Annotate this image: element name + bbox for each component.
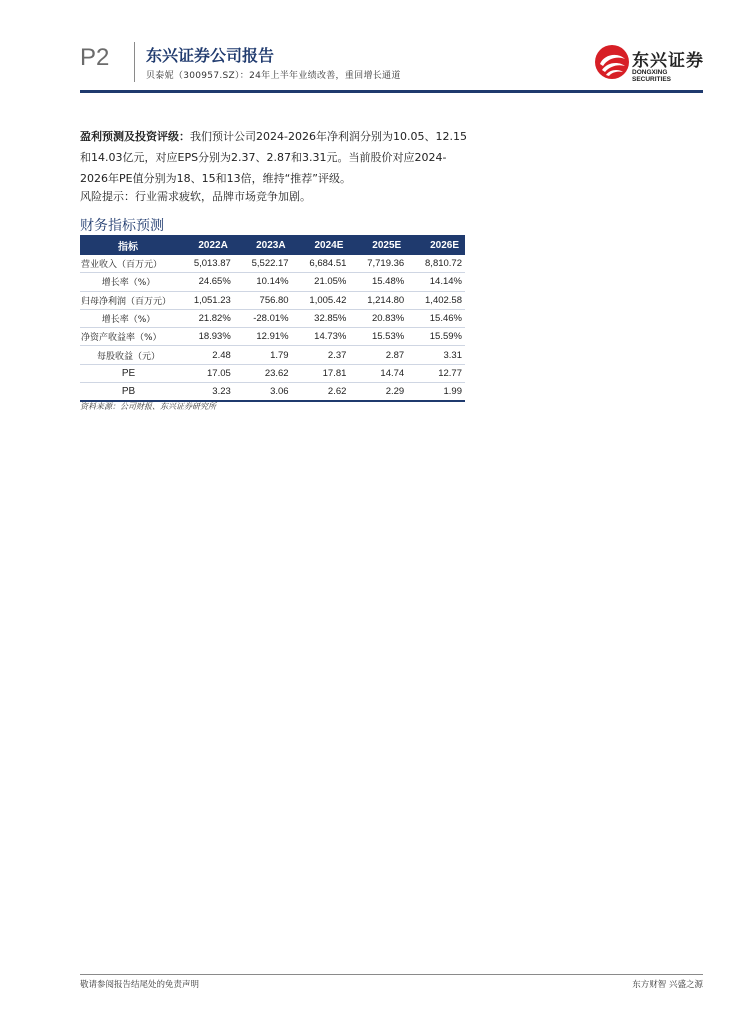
table-cell: 756.80 (234, 291, 292, 309)
table-cell: 5,013.87 (176, 255, 234, 273)
table-cell: 32.85% (292, 309, 350, 327)
table-cell: 21.82% (176, 309, 234, 327)
table-cell: 8,810.72 (407, 255, 465, 273)
table-row (80, 328, 465, 346)
table-cell: 21.05% (292, 273, 350, 291)
table-cell: 3.31 (407, 346, 465, 364)
table-cell: 17.05 (176, 364, 234, 382)
table-row (80, 255, 465, 273)
rating-text: 我们预计公司2024-2026年净利润分别为10.05、12.15和14.03亿元，对应EPS分别为2.37、2.87和3.31元。当前股价对应2024-2026年PE值分别为18、15和13倍，维持“推荐”评级。 (80, 130, 467, 185)
table-cell: 1,214.80 (349, 291, 407, 309)
header-cell: 2023A (234, 235, 292, 255)
table-cell: 17.81 (292, 364, 350, 382)
table-cell: 1,402.58 (407, 291, 465, 309)
table-cell: 1,005.42 (292, 291, 350, 309)
table-cell: 5,522.17 (234, 255, 292, 273)
table-cell: 14.14% (407, 273, 465, 291)
table-cell: 2.37 (292, 346, 350, 364)
report-title: 东兴证券公司报告 (146, 46, 275, 65)
header-cell: 2022A (176, 235, 234, 255)
table-row (80, 273, 465, 291)
table-cell: 20.83% (349, 309, 407, 327)
table-cell: 2.29 (349, 383, 407, 402)
header-rule (80, 90, 703, 93)
table-cell: 12.91% (234, 328, 292, 346)
table-row (80, 346, 465, 364)
financial-forecast-table (80, 235, 465, 402)
page-number: P2 (80, 44, 110, 71)
row-label: 营业收入（百万元） (80, 255, 176, 273)
footer-disclaimer: 敬请参阅报告结尾处的免责声明 (80, 980, 200, 990)
table-title: 财务指标预测 (80, 218, 164, 234)
row-label: 增长率（%） (80, 273, 176, 291)
table-row (80, 383, 465, 402)
rating-paragraph (80, 126, 470, 189)
table-cell: 1,051.23 (176, 291, 234, 309)
table-cell: 14.73% (292, 328, 350, 346)
table-cell: 6,684.51 (292, 255, 350, 273)
row-label: PB (80, 383, 176, 402)
row-label: PE (80, 364, 176, 382)
logo-swirl-icon (594, 44, 630, 80)
table-cell: 23.62 (234, 364, 292, 382)
header-cell: 2026E (407, 235, 465, 255)
table-cell: 24.65% (176, 273, 234, 291)
table-cell: 12.77 (407, 364, 465, 382)
table-row (80, 364, 465, 382)
report-subtitle: 贝泰妮（300957.SZ）：24年上半年业绩改善，重回增长通道 (146, 71, 401, 81)
table-cell: 15.48% (349, 273, 407, 291)
table-row (80, 309, 465, 327)
header-cell: 指标 (80, 235, 176, 255)
table-cell: 15.59% (407, 328, 465, 346)
logo-text-en: DONGXING SECURITIES (632, 69, 672, 83)
table-cell: 2.62 (292, 383, 350, 402)
table-cell: 2.87 (349, 346, 407, 364)
table-cell: 15.46% (407, 309, 465, 327)
header-cell: 2025E (349, 235, 407, 255)
table-cell: 15.53% (349, 328, 407, 346)
footer-slogan: 东方财智 兴盛之源 (632, 980, 703, 990)
table-cell: 1.79 (234, 346, 292, 364)
row-label: 归母净利润（百万元） (80, 291, 176, 309)
logo-text-cn: 东兴证券 (632, 51, 704, 71)
table-cell: 2.48 (176, 346, 234, 364)
row-label: 增长率（%） (80, 309, 176, 327)
table-cell: 14.74 (349, 364, 407, 382)
table-cell: 18.93% (176, 328, 234, 346)
table-cell: 3.06 (234, 383, 292, 402)
table-cell: 10.14% (234, 273, 292, 291)
table-row (80, 291, 465, 309)
header-divider (134, 42, 135, 82)
header-cell: 2024E (292, 235, 350, 255)
table-cell: -28.01% (234, 309, 292, 327)
footer-rule (80, 974, 703, 975)
table-cell: 7,719.36 (349, 255, 407, 273)
table-cell: 3.23 (176, 383, 234, 402)
table-source-note: 资料来源：公司财报、东兴证券研究所 (80, 402, 216, 411)
company-logo (594, 44, 706, 83)
row-label: 每股收益（元） (80, 346, 176, 364)
table-cell: 1.99 (407, 383, 465, 402)
risk-paragraph: 风险提示：行业需求疲软，品牌市场竞争加剧。 (80, 190, 311, 203)
row-label: 净资产收益率（%） (80, 328, 176, 346)
rating-label: 盈利预测及投资评级： (80, 130, 190, 143)
table-header-row (80, 235, 465, 255)
